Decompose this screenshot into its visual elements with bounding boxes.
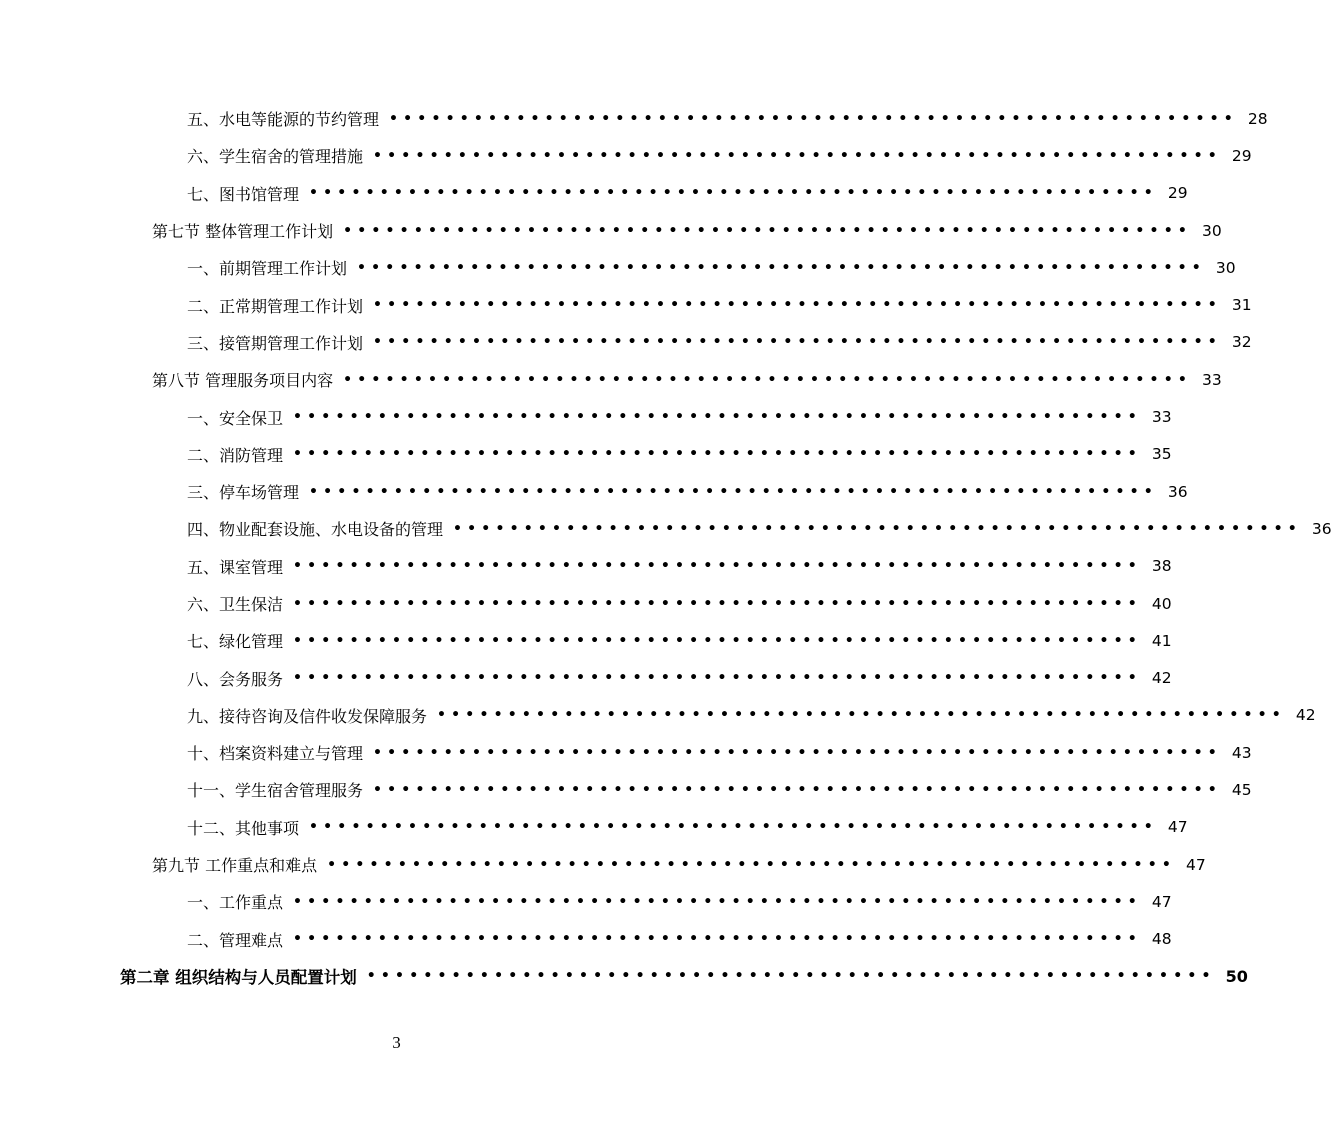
toc-entry-title: 第二章 组织结构与人员配置计划 [120, 964, 367, 988]
toc-entry-title: 一、安全保卫 [187, 406, 293, 429]
toc-entry-title: 九、接待咨询及信件收发保障服务 [187, 704, 437, 727]
toc-entry-title: 三、停车场管理 [187, 480, 309, 503]
toc-entry [0, 436, 1172, 473]
toc-entry [0, 249, 1236, 286]
toc-entry-page: 47 [1167, 818, 1188, 837]
toc-entry-page: 28 [1247, 109, 1268, 128]
toc-dot-leader: •••••••••••••••••••••••••••••••••••••••••••••••••••••••••••• [373, 297, 1222, 314]
toc-dot-leader: •••••••••••••••••••••••••••••••••••••••••••••••••••••••••••• [373, 147, 1222, 164]
toc-entry [0, 137, 1252, 174]
toc-entry [0, 734, 1252, 771]
toc-entry-page: 50 [1225, 966, 1248, 986]
toc-entry-title: 五、课室管理 [187, 555, 293, 578]
toc-entry-page: 33 [1202, 370, 1222, 389]
toc-entry [0, 697, 1316, 734]
toc-dot-leader: •••••••••••••••••••••••••••••••••••••••••••••••••••••••••••• [293, 632, 1142, 649]
toc-entry [0, 585, 1172, 622]
toc-dot-leader: •••••••••••••••••••••••••••••••••••••••••••••••••••••••••••• [293, 446, 1142, 463]
toc-dot-leader: •••••••••••••••••••••••••••••••••••••••••••••••••••••••••••• [343, 222, 1192, 239]
toc-entry [0, 958, 1248, 995]
toc-entry-title: 六、学生宿舍的管理措施 [187, 144, 373, 167]
toc-entry [0, 398, 1172, 435]
toc-entry-page: 30 [1202, 221, 1222, 240]
toc-entry-title: 三、接管期管理工作计划 [187, 331, 373, 354]
toc-entry-title: 一、工作重点 [187, 890, 293, 913]
toc-entry-page: 42 [1295, 706, 1316, 725]
toc-entry-title: 二、管理难点 [187, 928, 293, 951]
toc-entry-title: 第八节 管理服务项目内容 [152, 368, 343, 391]
toc-dot-leader: •••••••••••••••••••••••••••••••••••••••••••••••••••••••••••• [327, 856, 1176, 873]
toc-dot-leader: •••••••••••••••••••••••••••••••••••••••••••••••••••••••••••• [437, 707, 1286, 724]
toc-dot-leader: •••••••••••••••••••••••••••••••••••••••••••••••••••••••••••• [293, 595, 1142, 612]
toc-dot-leader: •••••••••••••••••••••••••••••••••••••••••••••••••••••••••••• [373, 781, 1222, 798]
toc-entry [0, 548, 1172, 585]
toc-dot-leader: •••••••••••••••••••••••••••••••••••••••••••••••••••••••••••• [343, 371, 1192, 388]
toc-dot-leader: •••••••••••••••••••••••••••••••••••••••••••••••••••••••••••• [373, 744, 1222, 761]
toc-dot-leader: •••••••••••••••••••••••••••••••••••••••••••••••••••••••••••• [293, 558, 1142, 575]
toc-entry-title: 八、会务服务 [187, 667, 293, 690]
toc-dot-leader: •••••••••••••••••••••••••••••••••••••••••••••••••••••••••••• [293, 893, 1142, 910]
toc-entry [0, 286, 1252, 323]
toc-entry [0, 473, 1188, 510]
toc-entry-title: 五、水电等能源的节约管理 [187, 107, 389, 130]
toc-dot-leader: •••••••••••••••••••••••••••••••••••••••••••••••••••••••••••• [453, 520, 1302, 537]
toc-entry-page: 29 [1231, 146, 1252, 165]
toc-dot-leader: •••••••••••••••••••••••••••••••••••••••••••••••••••••••••••• [373, 334, 1222, 351]
toc-entry [0, 361, 1222, 398]
toc-entry-title: 六、卫生保洁 [187, 592, 293, 615]
toc-entry [0, 921, 1172, 958]
toc-dot-leader: •••••••••••••••••••••••••••••••••••••••••••••••••••••••••••• [309, 819, 1158, 836]
toc-entry-page: 40 [1151, 594, 1172, 613]
toc-entry [0, 659, 1172, 696]
toc-entry-title: 四、物业配套设施、水电设备的管理 [187, 517, 453, 540]
toc-dot-leader: •••••••••••••••••••••••••••••••••••••••••••••••••••••••••••• [309, 185, 1158, 202]
toc-entry-page: 36 [1167, 482, 1188, 501]
toc-entry [0, 846, 1206, 883]
toc-entry-page: 45 [1231, 780, 1252, 799]
toc-entry-page: 42 [1151, 669, 1172, 688]
toc-entry-title: 七、图书馆管理 [187, 182, 309, 205]
toc-entry-title: 第七节 整体管理工作计划 [152, 219, 343, 242]
toc-entry-page: 33 [1151, 408, 1172, 427]
page-number: 3 [392, 1033, 401, 1052]
toc-dot-leader: •••••••••••••••••••••••••••••••••••••••••••••••••••••••••••• [389, 110, 1238, 127]
toc-dot-leader: •••••••••••••••••••••••••••••••••••••••••••••••••••••••••••• [293, 670, 1142, 687]
toc-entry [0, 100, 1268, 137]
toc-entry-title: 一、前期管理工作计划 [187, 256, 357, 279]
toc-entry-title: 七、绿化管理 [187, 629, 293, 652]
toc-entry-title: 十一、学生宿舍管理服务 [187, 778, 373, 801]
toc-entry [0, 212, 1222, 249]
toc-entry [0, 771, 1252, 808]
toc-entry-page: 38 [1151, 557, 1172, 576]
toc-entry-title: 十二、其他事项 [187, 816, 309, 839]
toc-dot-leader: •••••••••••••••••••••••••••••••••••••••••••••••••••••••••••• [366, 968, 1216, 985]
toc-entry-title: 二、正常期管理工作计划 [187, 294, 373, 317]
toc-dot-leader: •••••••••••••••••••••••••••••••••••••••••••••••••••••••••••• [293, 409, 1142, 426]
toc-entry-page: 36 [1311, 519, 1332, 538]
toc-entry-title: 第九节 工作重点和难点 [152, 853, 327, 876]
toc-entry [0, 510, 1332, 547]
toc-dot-leader: •••••••••••••••••••••••••••••••••••••••••••••••••••••••••••• [357, 259, 1206, 276]
toc-entry [0, 883, 1172, 920]
toc-dot-leader: •••••••••••••••••••••••••••••••••••••••••••••••••••••••••••• [309, 483, 1158, 500]
toc-entry-page: 47 [1151, 892, 1172, 911]
toc-entry [0, 175, 1188, 212]
toc-entry-title: 十、档案资料建立与管理 [187, 741, 373, 764]
toc-entry-page: 31 [1231, 296, 1252, 315]
toc-entry-page: 29 [1167, 184, 1188, 203]
toc-entry-page: 30 [1215, 258, 1236, 277]
toc-entry-page: 41 [1151, 631, 1172, 650]
toc-dot-leader: •••••••••••••••••••••••••••••••••••••••••••••••••••••••••••• [293, 931, 1142, 948]
toc-entry-page: 43 [1231, 743, 1252, 762]
table-of-contents [0, 100, 1332, 995]
toc-entry-page: 32 [1231, 333, 1252, 352]
toc-entry-title: 二、消防管理 [187, 443, 293, 466]
toc-entry-page: 47 [1186, 855, 1206, 874]
toc-entry [0, 324, 1252, 361]
toc-entry [0, 622, 1172, 659]
toc-entry-page: 35 [1151, 445, 1172, 464]
toc-entry [0, 809, 1188, 846]
toc-entry-page: 48 [1151, 930, 1172, 949]
